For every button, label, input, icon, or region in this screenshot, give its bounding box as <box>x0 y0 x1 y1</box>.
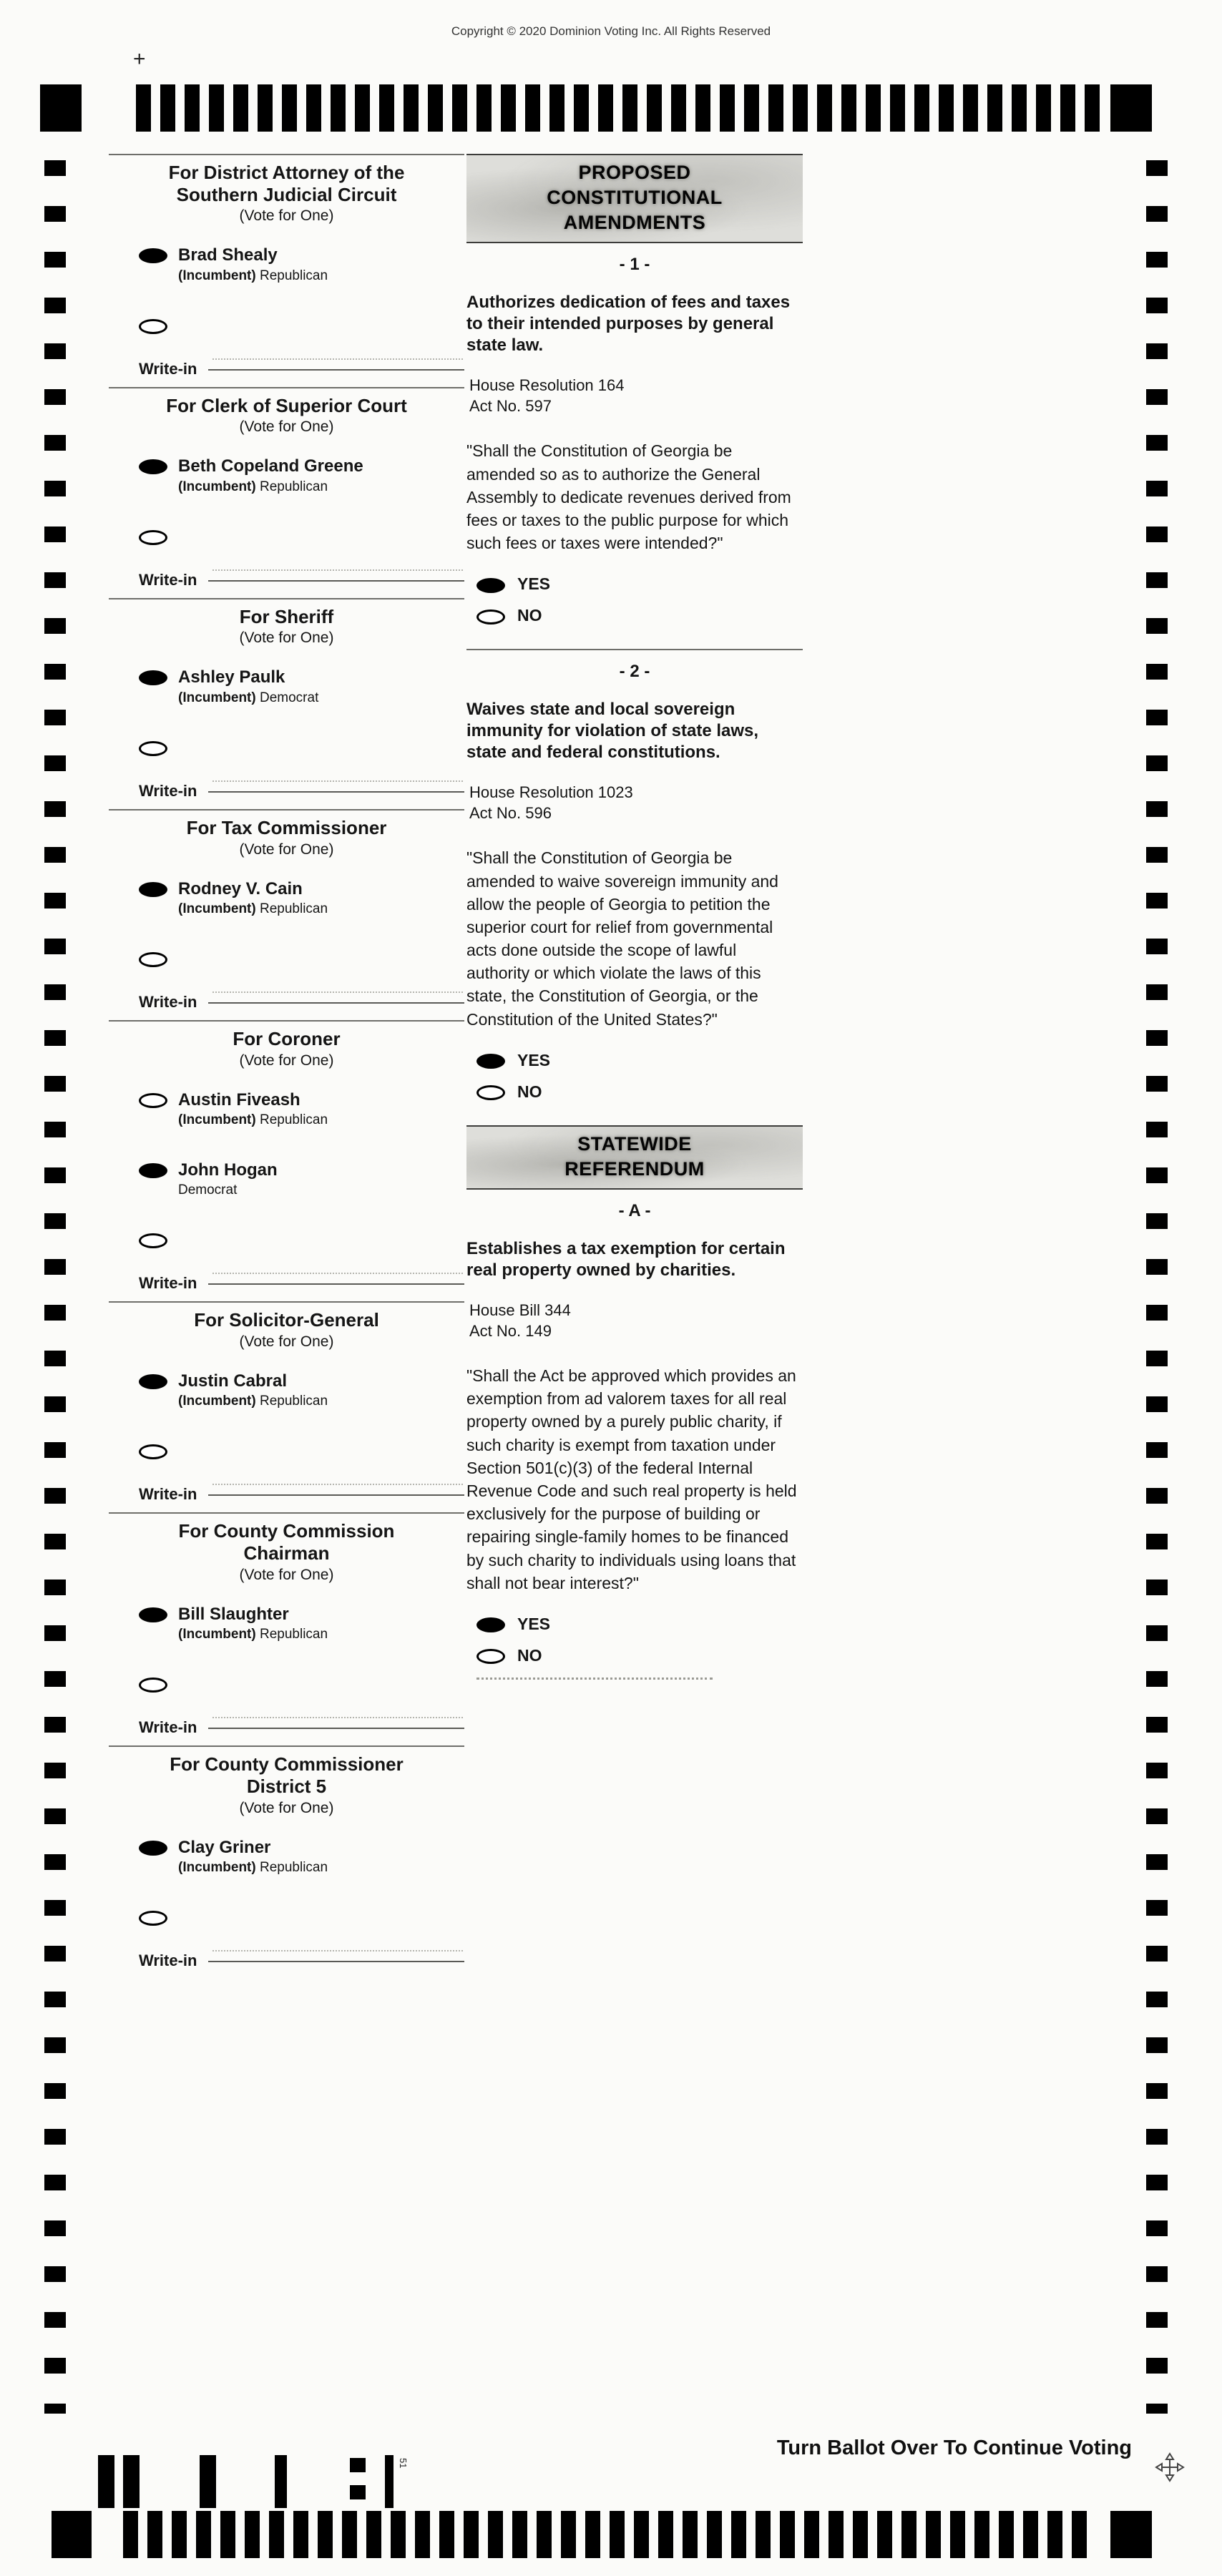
candidate-row <box>139 1372 464 1409</box>
candidate-row <box>139 1091 464 1128</box>
candidate-qualifier: (Incumbent) <box>178 1394 256 1409</box>
candidate-party: Republican <box>260 1859 328 1875</box>
write-in-line[interactable] <box>208 1719 464 1729</box>
write-in-row <box>139 360 464 378</box>
write-in-line[interactable] <box>208 1275 464 1285</box>
candidate-name: Brad Shealy <box>178 245 278 265</box>
candidate-qualifier: (Incumbent) <box>178 1627 256 1642</box>
candidate-party: Republican <box>260 1627 328 1642</box>
candidate-name: Beth Copeland Greene <box>178 456 363 476</box>
measure-summary: Authorizes dedication of fees and taxes to their intended purposes by general state law. <box>466 293 791 356</box>
contest-district-attorney <box>109 154 464 378</box>
candidate-name: Ashley Paulk <box>178 667 285 687</box>
write-in-oval[interactable] <box>139 319 167 334</box>
vote-for-instruction: (Vote for One) <box>239 841 334 858</box>
write-in-row <box>139 1718 464 1737</box>
section-constitutional-amendments <box>466 154 803 1125</box>
write-in-label: Write-in <box>139 781 197 800</box>
write-in-oval[interactable] <box>139 530 167 545</box>
measure-ref-line1: House Resolution 1023 <box>469 783 633 802</box>
write-in-row <box>139 1274 464 1293</box>
timing-marks-bottom <box>123 2511 1093 2558</box>
scan-artifact-dots <box>476 1678 713 1680</box>
write-in-label: Write-in <box>139 1951 197 1969</box>
contest-title: For District Attorney of the Southern Judicial Circuit <box>168 162 405 205</box>
contest-sheriff <box>109 598 464 800</box>
choice-yes <box>476 1615 803 1634</box>
contest-title: For County Commissioner District 5 <box>170 1753 404 1797</box>
measure-question: "Shall the Constitution of Georgia be amended to waive sovereign immunity and allow the people of Georgia to petition the superior court for relief from governmental acts done outside the scope of lawful authority or which violate the laws of this state, the Constitution of Georgia, or the Constitution of the United States?" <box>466 848 778 1029</box>
yes-oval[interactable] <box>476 1617 505 1632</box>
write-in-oval[interactable] <box>139 1444 167 1459</box>
candidate-party-line <box>178 1182 278 1198</box>
contest-clerk-superior-court <box>109 387 464 589</box>
candidate-party-line <box>178 901 328 917</box>
write-in-line[interactable] <box>208 1486 464 1496</box>
candidate-party: Republican <box>260 479 328 494</box>
contest-title: For Coroner <box>233 1027 341 1049</box>
measure-summary: Waives state and local sovereign immunity for violation of state laws, state and federal constitutions. <box>466 700 759 763</box>
write-in-label: Write-in <box>139 1718 197 1737</box>
write-in-line[interactable] <box>208 361 464 371</box>
measure-1 <box>466 255 803 649</box>
write-in-oval[interactable] <box>139 952 167 967</box>
write-in-oval-row <box>139 1909 464 1927</box>
measure-a <box>466 1201 803 1691</box>
candidate-oval[interactable] <box>139 1841 167 1856</box>
candidate-name: Austin Fiveash <box>178 1089 300 1110</box>
write-in-row <box>139 1485 464 1504</box>
measure-reference <box>469 782 803 823</box>
measure-2 <box>466 649 803 1125</box>
candidate-party-line <box>178 1112 328 1128</box>
right-ballot-column <box>466 154 803 1691</box>
section-statewide-referendum <box>466 1125 803 1691</box>
write-in-label: Write-in <box>139 570 197 589</box>
candidate-party: Republican <box>260 1112 328 1127</box>
candidate-oval[interactable] <box>139 1607 167 1622</box>
write-in-label: Write-in <box>139 992 197 1011</box>
write-in-oval[interactable] <box>139 1233 167 1248</box>
no-oval[interactable] <box>476 1649 505 1664</box>
candidate-qualifier: (Incumbent) <box>178 268 256 283</box>
candidate-oval[interactable] <box>139 670 167 685</box>
contest-county-commissioner-district-5 <box>109 1745 464 1970</box>
write-in-label: Write-in <box>139 1274 197 1293</box>
measure-ref-line2: Act No. 149 <box>469 1322 552 1341</box>
no-label: NO <box>517 1082 542 1101</box>
yes-oval[interactable] <box>476 578 505 593</box>
candidate-party-line <box>178 268 328 284</box>
candidate-oval[interactable] <box>139 1163 167 1178</box>
write-in-oval-row <box>139 317 464 336</box>
section-header-text: PROPOSED CONSTITUTIONAL AMENDMENTS <box>547 162 723 234</box>
candidate-row <box>139 457 464 494</box>
measure-ref-line2: Act No. 596 <box>469 804 552 823</box>
candidate-party: Democrat <box>178 1182 238 1198</box>
contest-tax-commissioner <box>109 809 464 1012</box>
write-in-line[interactable] <box>208 1952 464 1962</box>
sheet-number: 51 <box>398 2458 409 2469</box>
write-in-oval-row <box>139 528 464 547</box>
candidate-qualifier: (Incumbent) <box>178 479 256 494</box>
measure-number: - 2 - <box>619 662 650 682</box>
registration-plus-mark: + <box>133 47 146 71</box>
section-header-text: STATEWIDE REFERENDUM <box>564 1132 705 1180</box>
measure-reference <box>469 375 803 416</box>
candidate-party: Republican <box>260 1394 328 1409</box>
write-in-oval-row <box>139 739 464 758</box>
yes-label: YES <box>517 1614 551 1633</box>
contest-title: For County Commission Chairman <box>178 1520 395 1564</box>
candidate-name: Justin Cabral <box>178 1371 288 1391</box>
candidate-party-line <box>178 690 318 706</box>
candidate-row <box>139 1605 464 1642</box>
contest-solicitor-general <box>109 1301 464 1504</box>
timing-corner-top-right <box>1110 84 1152 132</box>
turn-ballot-over-note: Turn Ballot Over To Continue Voting <box>776 2437 1132 2459</box>
contest-title: For Clerk of Superior Court <box>166 394 407 416</box>
candidate-row <box>139 668 464 705</box>
contest-title: For Sheriff <box>239 605 334 627</box>
vote-for-instruction: (Vote for One) <box>239 418 334 436</box>
no-oval[interactable] <box>476 609 505 625</box>
write-in-row <box>139 782 464 800</box>
candidate-oval[interactable] <box>139 1093 167 1108</box>
measure-number: - 1 - <box>619 255 650 275</box>
timing-marks-top <box>136 84 1106 132</box>
measure-ref-line2: Act No. 597 <box>469 397 552 416</box>
candidate-party-line <box>178 1860 328 1876</box>
measure-question: "Shall the Constitution of Georgia be amended so as to authorize the General Assembly to dedicate revenues derived from fees or taxes to the public purpose for which such fees or taxes were intended?" <box>466 441 791 553</box>
write-in-oval[interactable] <box>139 1911 167 1926</box>
candidate-oval[interactable] <box>139 459 167 474</box>
candidate-row <box>139 1838 464 1876</box>
write-in-oval-row <box>139 1231 464 1250</box>
write-in-oval[interactable] <box>139 1678 167 1693</box>
timing-corner-top-left <box>40 84 82 132</box>
contest-county-commission-chairman <box>109 1512 464 1737</box>
candidate-row <box>139 246 464 283</box>
candidate-name: John Hogan <box>178 1160 278 1180</box>
no-oval[interactable] <box>476 1085 505 1100</box>
write-in-label: Write-in <box>139 359 197 378</box>
choice-yes <box>476 1051 803 1070</box>
candidate-qualifier: (Incumbent) <box>178 690 256 705</box>
yes-label: YES <box>517 574 551 594</box>
vote-for-instruction: (Vote for One) <box>239 1052 334 1069</box>
no-label: NO <box>517 1645 542 1665</box>
measure-summary: Establishes a tax exemption for certain real property owned by charities. <box>466 1239 786 1280</box>
candidate-qualifier: (Incumbent) <box>178 901 256 916</box>
candidate-party: Democrat <box>260 690 319 705</box>
candidate-qualifier: (Incumbent) <box>178 1112 256 1127</box>
contest-title: For Tax Commissioner <box>186 816 387 838</box>
timing-marks-right <box>1146 160 1168 2414</box>
yes-label: YES <box>517 1050 551 1069</box>
candidate-party-line <box>178 1627 328 1642</box>
measure-question: "Shall the Act be approved which provides an exemption from ad valorem taxes for all real property owned by a purely public charity, if such charity is exempt from taxation under Section 501(c)(3) of the federal Internal Revenue Code and such real property is held exclusively for the purpose of building or repairing single-family homes to be financed by such charity to individuals using loans that shall not bear interest?" <box>466 1366 797 1592</box>
choice-no <box>476 1646 803 1665</box>
vote-for-instruction: (Vote for One) <box>239 630 334 647</box>
candidate-party-line <box>178 479 363 495</box>
write-in-row <box>139 993 464 1012</box>
measure-ref-line1: House Bill 344 <box>469 1301 571 1320</box>
candidate-name: Rodney V. Cain <box>178 878 303 898</box>
write-in-oval-row <box>139 950 464 969</box>
timing-corner-bottom-left <box>52 2511 92 2558</box>
left-ballot-column <box>109 154 464 1979</box>
candidate-party: Republican <box>260 268 328 283</box>
section-header <box>466 154 803 243</box>
measure-number: - A - <box>618 1201 651 1221</box>
copyright-line: Copyright © 2020 Dominion Voting Inc. All Rights Reserved <box>451 24 771 38</box>
contest-title: For Solicitor-General <box>194 1309 379 1331</box>
timing-marks-left <box>44 160 66 2414</box>
candidate-qualifier: (Incumbent) <box>178 1859 256 1875</box>
choice-yes <box>476 574 803 594</box>
choice-no <box>476 1082 803 1102</box>
vote-for-instruction: (Vote for One) <box>239 1566 334 1583</box>
write-in-label: Write-in <box>139 1485 197 1504</box>
candidate-oval[interactable] <box>139 248 167 263</box>
write-in-line[interactable] <box>208 994 464 1004</box>
write-in-oval-row <box>139 1442 464 1461</box>
vote-for-instruction: (Vote for One) <box>239 1799 334 1816</box>
candidate-name: Bill Slaughter <box>178 1604 289 1624</box>
candidate-name: Clay Griner <box>178 1837 271 1857</box>
yes-oval[interactable] <box>476 1054 505 1069</box>
vote-for-instruction: (Vote for One) <box>239 1333 334 1351</box>
write-in-row <box>139 571 464 589</box>
section-header <box>466 1125 803 1190</box>
timing-corner-bottom-right <box>1110 2511 1152 2558</box>
candidate-party-line <box>178 1394 328 1409</box>
crosshair-arrows-icon <box>1155 2452 1185 2482</box>
write-in-row <box>139 1951 464 1970</box>
write-in-line[interactable] <box>208 572 464 582</box>
write-in-oval-row <box>139 1675 464 1694</box>
measure-reference <box>469 1300 803 1341</box>
write-in-oval[interactable] <box>139 741 167 756</box>
write-in-line[interactable] <box>208 783 464 793</box>
measure-ref-line1: House Resolution 164 <box>469 376 625 395</box>
vote-for-instruction: (Vote for One) <box>239 207 334 225</box>
candidate-row <box>139 880 464 917</box>
candidate-row <box>139 1161 464 1198</box>
candidate-oval[interactable] <box>139 882 167 897</box>
candidate-party: Republican <box>260 901 328 916</box>
no-label: NO <box>517 606 542 625</box>
candidate-oval[interactable] <box>139 1374 167 1389</box>
choice-no <box>476 606 803 625</box>
contest-coroner <box>109 1020 464 1293</box>
